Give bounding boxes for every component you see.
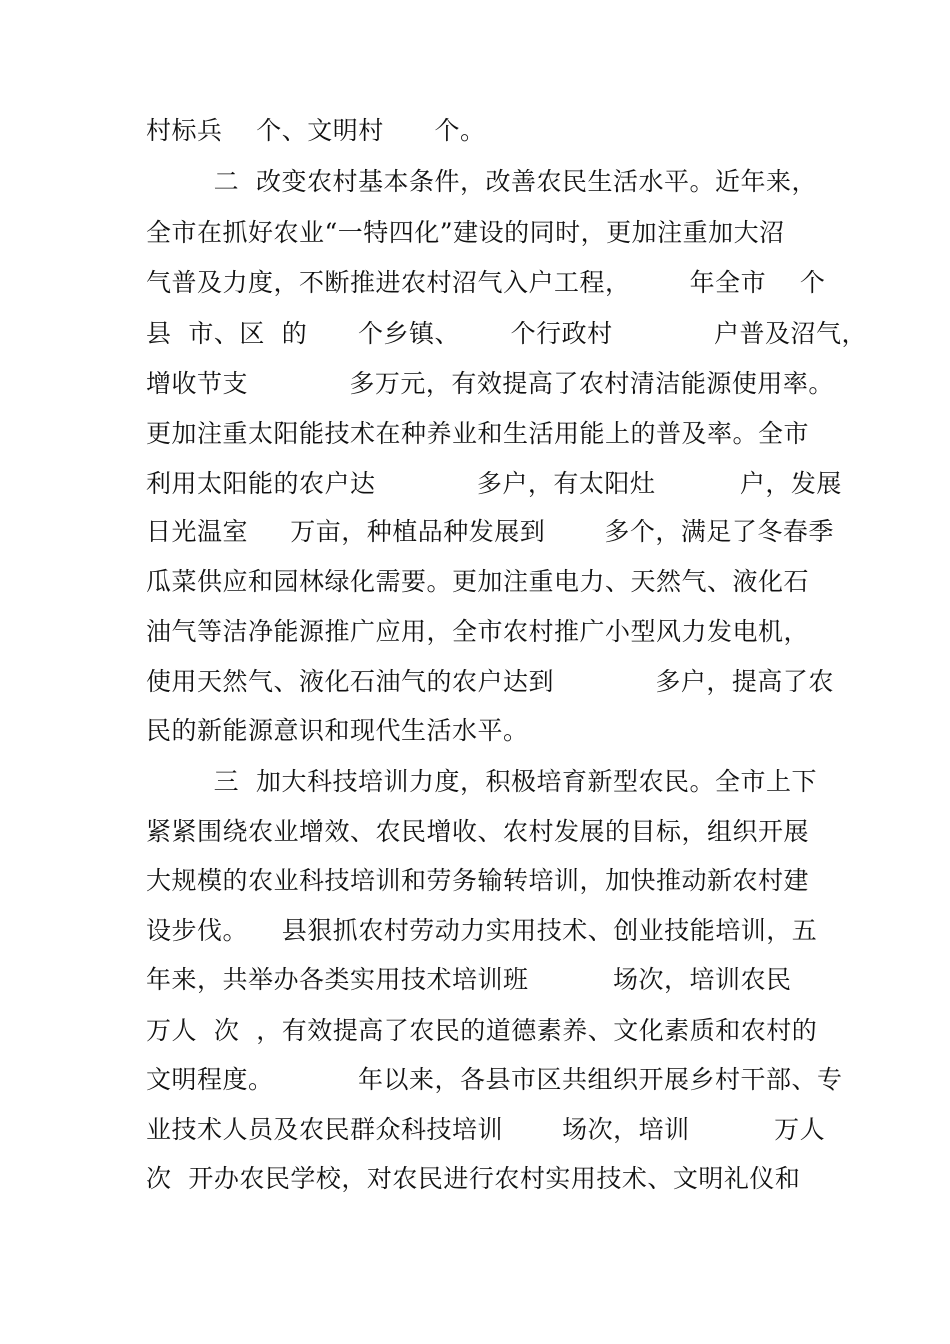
text-line-3: 全市在抓好农业“一特四化”建设的同时，更加注重加大沼 — [146, 218, 785, 247]
text-line-6: 增收节支 多万元，有效提高了农村清洁能源使用率。 — [146, 369, 834, 398]
text-line-9: 日光温室 万亩，种植品种发展到 多个，满足了冬春季 — [146, 517, 834, 546]
text-line-5: 县 市、区 的 个乡镇、 个行政村 户普及沼气， — [146, 319, 868, 348]
text-line-14: 三 加大科技培训力度，积极培育新型农民。全市上下 — [146, 767, 817, 796]
text-line-18: 年来，共举办各类实用技术培训班 场次，培训农民 — [146, 965, 792, 994]
text-line-2: 二 改变农村基本条件，改善农民生活水平。近年来， — [146, 167, 817, 196]
text-line-1: 村标兵 个、文明村 个。 — [146, 116, 486, 145]
text-line-16: 大规模的农业科技培训和劳务输转培训，加快推动新农村建 — [146, 866, 810, 895]
text-line-4: 气普及力度，不断推进农村沼气入户工程， 年全市 个 — [146, 268, 826, 297]
text-line-7: 更加注重太阳能技术在种养业和生活用能上的普及率。全市 — [146, 419, 810, 448]
text-line-10: 瓜菜供应和园林绿化需要。更加注重电力、天然气、液化石 — [146, 567, 810, 596]
text-line-8: 利用太阳能的农户达 多户，有太阳灶 户，发展 — [146, 469, 842, 498]
text-line-12: 使用天然气、液化石油气的农户达到 多户，提高了农 — [146, 667, 834, 696]
text-line-22: 次 开办农民学校，对农民进行农村实用技术、文明礼仪和 — [146, 1164, 801, 1193]
text-line-11: 油气等洁净能源推广应用，全市农村推广小型风力发电机， — [146, 617, 810, 646]
text-line-17: 设步伐。 县狠抓农村劳动力实用技术、创业技能培训，五 — [146, 916, 818, 945]
text-line-13: 民的新能源意识和现代生活水平。 — [146, 716, 529, 745]
text-line-15: 紧紧围绕农业增效、农民增收、农村发展的目标，组织开展 — [146, 817, 810, 846]
text-line-19: 万人 次 ，有效提高了农民的道德素养、文化素质和农村的 — [146, 1016, 818, 1045]
text-line-21: 业技术人员及农民群众科技培训 场次，培训 万人 — [146, 1115, 826, 1144]
text-line-20: 文明程度。 年以来，各县市区共组织开展乡村干部、专 — [146, 1065, 843, 1094]
